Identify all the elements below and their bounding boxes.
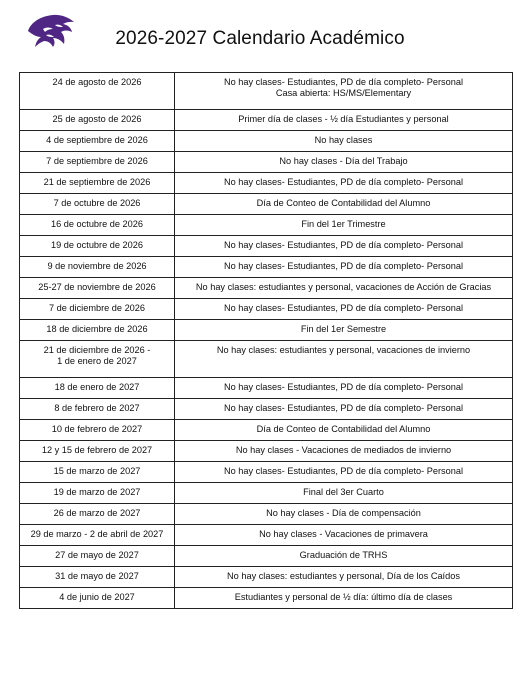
table-row: [20, 378, 513, 399]
date-cell: [20, 131, 175, 152]
event-cell: [175, 73, 513, 110]
table-row: [20, 504, 513, 525]
table-row: [20, 299, 513, 320]
table-row: [20, 236, 513, 257]
event-cell: [175, 278, 513, 299]
event-cell: [175, 110, 513, 131]
event-cell: [175, 504, 513, 525]
date-text: 9 de noviembre de 2026: [47, 261, 147, 271]
event-cell: [175, 320, 513, 341]
date-cell: [20, 525, 175, 546]
date-cell: [20, 341, 175, 378]
date-cell: [20, 236, 175, 257]
date-text: 10 de febrero de 2027: [51, 424, 143, 434]
table-row: [20, 525, 513, 546]
event-cell: [175, 131, 513, 152]
date-text: 27 de mayo de 2027: [55, 550, 139, 560]
date-text: 29 de marzo - 2 de abril de 2027: [30, 529, 164, 539]
date-text: 4 de septiembre de 2026: [46, 135, 148, 145]
table-row: [20, 215, 513, 236]
table-row: [20, 173, 513, 194]
date-text: 31 de mayo de 2027: [55, 571, 139, 581]
date-cell: [20, 462, 175, 483]
event-text: Graduación de TRHS: [299, 550, 388, 560]
table-row: [20, 152, 513, 173]
table-row: [20, 588, 513, 609]
date-cell: [20, 567, 175, 588]
event-cell: [175, 546, 513, 567]
event-cell: [175, 257, 513, 278]
date-cell: [20, 152, 175, 173]
event-text: No hay clases: estudiantes y personal, vacaciones de invierno: [216, 345, 471, 355]
calendar-table: [19, 72, 513, 609]
event-cell: [175, 483, 513, 504]
event-cell: [175, 173, 513, 194]
date-text: 8 de febrero de 2027: [54, 403, 140, 413]
event-text: No hay clases: [314, 135, 373, 145]
event-text: Fin del 1er Semestre: [300, 324, 387, 334]
event-cell: [175, 378, 513, 399]
date-text: 4 de junio de 2027: [59, 592, 135, 602]
table-row: [20, 341, 513, 378]
table-row: [20, 399, 513, 420]
event-text: No hay clases- Estudiantes, PD de día completo- Personal: [224, 261, 463, 271]
date-cell: [20, 194, 175, 215]
date-cell: [20, 504, 175, 525]
table-row: [20, 567, 513, 588]
event-text: No hay clases - Día de compensación: [266, 508, 421, 518]
table-row: [20, 546, 513, 567]
date-cell: [20, 588, 175, 609]
event-cell: [175, 441, 513, 462]
page-title: 2026-2027 Calendario Académico: [115, 28, 405, 49]
date-text: 21 de septiembre de 2026: [43, 177, 151, 187]
event-text: Día de Conteo de Contabilidad del Alumno: [256, 198, 431, 208]
date-cell: [20, 257, 175, 278]
date-cell: [20, 320, 175, 341]
event-text: No hay clases - Vacaciones de mediados de invierno: [235, 445, 452, 455]
date-text: 7 de diciembre de 2026: [48, 303, 146, 313]
event-text: No hay clases - Vacaciones de primavera: [259, 529, 428, 539]
date-cell: [20, 441, 175, 462]
date-text: 25 de agosto de 2026: [52, 114, 142, 124]
event-cell: [175, 341, 513, 378]
date-text-line2: 1 de enero de 2027: [57, 356, 137, 366]
table-row: [20, 110, 513, 131]
date-text: 12 y 15 de febrero de 2027: [41, 445, 153, 455]
event-text: No hay clases- Estudiantes, PD de día completo- Personal: [224, 177, 463, 187]
date-text: 16 de octubre de 2026: [51, 219, 143, 229]
event-text: No hay clases: estudiantes y personal, Día de los Caídos: [227, 571, 460, 581]
date-text: 7 de septiembre de 2026: [46, 156, 148, 166]
event-text: No hay clases- Estudiantes, PD de día completo- Personal: [224, 403, 463, 413]
date-text: 19 de octubre de 2026: [51, 240, 143, 250]
event-text: Día de Conteo de Contabilidad del Alumno: [256, 424, 431, 434]
table-row: [20, 462, 513, 483]
date-text: 7 de octubre de 2026: [53, 198, 141, 208]
date-text: 18 de enero de 2027: [54, 382, 140, 392]
date-text: 21 de diciembre de 2026 -: [43, 345, 151, 355]
event-cell: [175, 299, 513, 320]
date-cell: [20, 173, 175, 194]
event-text: Final del 3er Cuarto: [303, 487, 384, 497]
date-cell: [20, 299, 175, 320]
event-text: No hay clases- Estudiantes, PD de día completo- Personal: [224, 77, 463, 87]
event-cell: [175, 215, 513, 236]
table-row: [20, 420, 513, 441]
date-cell: [20, 215, 175, 236]
table-row: [20, 278, 513, 299]
event-text: No hay clases- Estudiantes, PD de día completo- Personal: [224, 240, 463, 250]
event-cell: [175, 567, 513, 588]
date-cell: [20, 546, 175, 567]
event-cell: [175, 152, 513, 173]
event-text: No hay clases- Estudiantes, PD de día completo- Personal: [224, 382, 463, 392]
date-text: 18 de diciembre de 2026: [46, 324, 148, 334]
event-text: Fin del 1er Trimestre: [301, 219, 386, 229]
event-text: No hay clases- Estudiantes, PD de día completo- Personal: [224, 466, 463, 476]
event-text: No hay clases - Día del Trabajo: [279, 156, 408, 166]
event-text: No hay clases: estudiantes y personal, vacaciones de Acción de Gracias: [195, 282, 492, 292]
event-text: Estudiantes y personal de ½ día: último día de clases: [234, 592, 453, 602]
event-text: Primer día de clases - ½ día Estudiantes y personal: [238, 114, 449, 124]
date-cell: [20, 420, 175, 441]
table-row: [20, 441, 513, 462]
event-cell: [175, 588, 513, 609]
event-cell: [175, 462, 513, 483]
event-text-line2: Casa abierta: HS/MS/Elementary: [275, 88, 412, 98]
date-cell: [20, 399, 175, 420]
event-cell: [175, 236, 513, 257]
date-cell: [20, 110, 175, 131]
date-text: 15 de marzo de 2027: [53, 466, 141, 476]
table-row: [20, 73, 513, 110]
table-row: [20, 194, 513, 215]
date-text: 19 de marzo de 2027: [53, 487, 141, 497]
date-cell: [20, 278, 175, 299]
date-cell: [20, 378, 175, 399]
date-cell: [20, 73, 175, 110]
event-cell: [175, 194, 513, 215]
date-text: 24 de agosto de 2026: [52, 77, 142, 87]
event-cell: [175, 399, 513, 420]
date-cell: [20, 483, 175, 504]
date-text: 25-27 de noviembre de 2026: [38, 282, 156, 292]
table-row: [20, 483, 513, 504]
event-cell: [175, 420, 513, 441]
event-cell: [175, 525, 513, 546]
table-row: [20, 257, 513, 278]
event-text: No hay clases- Estudiantes, PD de día completo- Personal: [224, 303, 463, 313]
table-row: [20, 320, 513, 341]
table-row: [20, 131, 513, 152]
date-text: 26 de marzo de 2027: [53, 508, 141, 518]
